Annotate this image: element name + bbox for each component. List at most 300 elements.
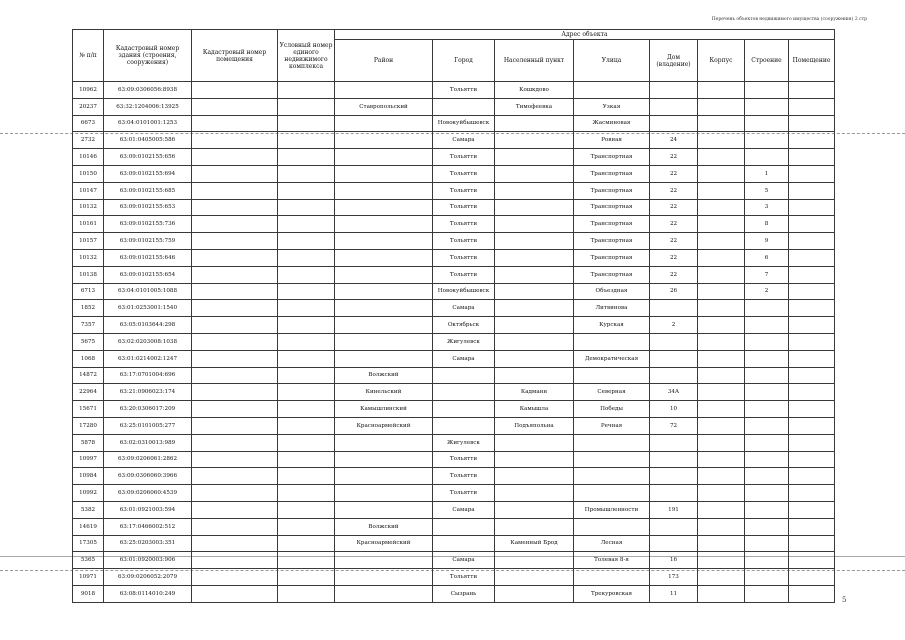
cell-conditional-number (278, 199, 335, 216)
cell-district: Волжский (335, 367, 433, 384)
cell-cadastral-premise (192, 182, 278, 199)
cell-premise (789, 585, 835, 602)
cell-cadastral-building: 63:09:0206060:4539 (104, 485, 192, 502)
cell-district (335, 569, 433, 586)
cell-street: Толевая 8-я (574, 552, 650, 569)
cell-street (574, 485, 650, 502)
cell-cadastral-building: 63:01:0921003:594 (104, 501, 192, 518)
header-conditional-number: Условный номер единого недвижимого комплекса (278, 30, 335, 82)
cell-conditional-number (278, 165, 335, 182)
cell-cadastral-building: 63:32:1204006:13925 (104, 98, 192, 115)
cell-premise (789, 233, 835, 250)
cell-settlement: Тимофеевка (495, 98, 574, 115)
cell-city: Тольятти (433, 569, 495, 586)
objects-table (72, 29, 835, 603)
cell-num: 5675 (73, 333, 104, 350)
cell-premise (789, 350, 835, 367)
cell-premise (789, 535, 835, 552)
cell-city (433, 535, 495, 552)
cell-city: Октябрьск (433, 317, 495, 334)
cell-street: Лесная (574, 535, 650, 552)
cell-house: 34А (650, 384, 698, 401)
cell-street: Победы (574, 401, 650, 418)
cell-cadastral-building: 63:20:0306017:209 (104, 401, 192, 418)
cell-korpus (698, 569, 745, 586)
cell-settlement: Подъяпольна (495, 417, 574, 434)
cell-district (335, 451, 433, 468)
cell-street: Курская (574, 317, 650, 334)
cell-conditional-number (278, 434, 335, 451)
cell-premise (789, 569, 835, 586)
cell-house: 22 (650, 216, 698, 233)
table-row (73, 535, 835, 552)
cell-city: Жигулевск (433, 434, 495, 451)
cell-district (335, 434, 433, 451)
table-row (73, 367, 835, 384)
cell-cadastral-building: 63:21:0906023:174 (104, 384, 192, 401)
table-row (73, 233, 835, 250)
cell-num: 1068 (73, 350, 104, 367)
cell-street: Литвинова (574, 300, 650, 317)
cell-premise (789, 417, 835, 434)
cell-city: Тольятти (433, 266, 495, 283)
table-row (73, 552, 835, 569)
cell-korpus (698, 451, 745, 468)
cell-cadastral-premise (192, 216, 278, 233)
cell-num: 5878 (73, 434, 104, 451)
cell-cadastral-building: 63:25:0203003:351 (104, 535, 192, 552)
cell-building (745, 367, 789, 384)
cell-cadastral-premise (192, 98, 278, 115)
cell-settlement (495, 165, 574, 182)
cell-settlement: Каменный Брод (495, 535, 574, 552)
cell-street (574, 367, 650, 384)
cell-num: 10984 (73, 468, 104, 485)
cell-city: Тольятти (433, 182, 495, 199)
cell-conditional-number (278, 233, 335, 250)
cell-premise (789, 451, 835, 468)
cell-conditional-number (278, 317, 335, 334)
cell-building (745, 451, 789, 468)
table-row (73, 585, 835, 602)
cell-cadastral-building: 63:01:0214002:1247 (104, 350, 192, 367)
cell-korpus (698, 384, 745, 401)
cell-house: 22 (650, 149, 698, 166)
cell-premise (789, 333, 835, 350)
cell-cadastral-building: 63:09:0206052:2079 (104, 569, 192, 586)
cell-building (745, 468, 789, 485)
cell-building (745, 132, 789, 149)
cell-num: 14619 (73, 518, 104, 535)
cell-conditional-number (278, 350, 335, 367)
cell-num: 22964 (73, 384, 104, 401)
cell-city: Тольятти (433, 249, 495, 266)
cell-korpus (698, 317, 745, 334)
cell-conditional-number (278, 98, 335, 115)
cell-district (335, 468, 433, 485)
cell-conditional-number (278, 535, 335, 552)
cell-korpus (698, 468, 745, 485)
cell-settlement (495, 317, 574, 334)
header-cadastral-premise: Кадастровый номер помещения (192, 30, 278, 82)
cell-house (650, 82, 698, 99)
cell-cadastral-premise (192, 485, 278, 502)
cell-cadastral-building: 63:09:0102155:656 (104, 149, 192, 166)
cell-premise (789, 401, 835, 418)
cell-street (574, 569, 650, 586)
cell-district (335, 233, 433, 250)
header-district: Район (335, 40, 433, 82)
cell-cadastral-premise (192, 249, 278, 266)
table-row (73, 417, 835, 434)
table-row (73, 98, 835, 115)
cell-cadastral-premise (192, 317, 278, 334)
cell-premise (789, 216, 835, 233)
cell-city: Тольятти (433, 485, 495, 502)
cell-premise (789, 115, 835, 132)
cell-settlement (495, 300, 574, 317)
cell-house (650, 367, 698, 384)
cell-cadastral-premise (192, 518, 278, 535)
cell-settlement (495, 115, 574, 132)
cell-house: 22 (650, 165, 698, 182)
cell-building: 2 (745, 283, 789, 300)
cell-street: Объездная (574, 283, 650, 300)
table-body (73, 82, 835, 603)
cell-conditional-number (278, 249, 335, 266)
header-settlement: Населенный пункт (495, 40, 574, 82)
cell-conditional-number (278, 501, 335, 518)
cell-korpus (698, 165, 745, 182)
cell-building (745, 518, 789, 535)
cell-district: Ставропольский (335, 98, 433, 115)
cell-city: Новокуйбышевск (433, 115, 495, 132)
cell-building (745, 98, 789, 115)
cell-street (574, 451, 650, 468)
cell-city (433, 518, 495, 535)
cell-cadastral-premise (192, 199, 278, 216)
cell-house (650, 518, 698, 535)
cell-building (745, 384, 789, 401)
cell-settlement (495, 249, 574, 266)
table-row (73, 149, 835, 166)
cell-cadastral-premise (192, 501, 278, 518)
cell-korpus (698, 98, 745, 115)
cell-house (650, 468, 698, 485)
cell-cadastral-premise (192, 535, 278, 552)
cell-cadastral-premise (192, 149, 278, 166)
cell-house: 11 (650, 585, 698, 602)
cell-num: 10146 (73, 149, 104, 166)
cell-street: Речная (574, 417, 650, 434)
cell-district (335, 300, 433, 317)
cell-num: 7357 (73, 317, 104, 334)
cell-street: Трекуровская (574, 585, 650, 602)
cell-settlement (495, 233, 574, 250)
cell-district (335, 82, 433, 99)
header-korpus: Корпус (698, 40, 745, 82)
cell-city: Самара (433, 132, 495, 149)
table-row (73, 401, 835, 418)
cell-house: 22 (650, 182, 698, 199)
cell-cadastral-premise (192, 333, 278, 350)
cell-cadastral-building: 63:02:0203008:1038 (104, 333, 192, 350)
cell-cadastral-premise (192, 434, 278, 451)
cell-korpus (698, 283, 745, 300)
cell-korpus (698, 535, 745, 552)
header-city: Город (433, 40, 495, 82)
cell-street: Демократическая (574, 350, 650, 367)
cell-house: 173 (650, 569, 698, 586)
cell-cadastral-building: 63:05:0103644:298 (104, 317, 192, 334)
cell-city: Жигулевск (433, 333, 495, 350)
cell-house (650, 485, 698, 502)
cell-district (335, 350, 433, 367)
cell-settlement (495, 552, 574, 569)
cell-korpus (698, 367, 745, 384)
cell-cadastral-building: 63:01:0920003:906 (104, 552, 192, 569)
cell-premise (789, 501, 835, 518)
table-row (73, 115, 835, 132)
cell-num: 6713 (73, 283, 104, 300)
header-cadastral-building: Кадастровый номер здания (строения, сооружения) (104, 30, 192, 82)
cell-building (745, 552, 789, 569)
cell-korpus (698, 585, 745, 602)
cell-korpus (698, 132, 745, 149)
cell-settlement (495, 468, 574, 485)
cell-district: Кинельский (335, 384, 433, 401)
cell-korpus (698, 552, 745, 569)
table-row (73, 216, 835, 233)
cell-street: Промышленности (574, 501, 650, 518)
cell-korpus (698, 149, 745, 166)
cell-building (745, 350, 789, 367)
cell-conditional-number (278, 367, 335, 384)
cell-house: 22 (650, 233, 698, 250)
table-row (73, 384, 835, 401)
cell-conditional-number (278, 149, 335, 166)
cell-premise (789, 434, 835, 451)
cell-conditional-number (278, 283, 335, 300)
table-row (73, 283, 835, 300)
cell-cadastral-premise (192, 367, 278, 384)
cell-house (650, 350, 698, 367)
cell-korpus (698, 199, 745, 216)
cell-house: 10 (650, 401, 698, 418)
cell-street: Транспортная (574, 266, 650, 283)
header-building: Строение (745, 40, 789, 82)
cell-conditional-number (278, 401, 335, 418)
cell-num: 10150 (73, 165, 104, 182)
cell-cadastral-premise (192, 585, 278, 602)
cell-building (745, 333, 789, 350)
cell-premise (789, 384, 835, 401)
cell-house: 24 (650, 132, 698, 149)
cell-num: 9018 (73, 585, 104, 602)
cell-korpus (698, 182, 745, 199)
table-row (73, 266, 835, 283)
table-row (73, 132, 835, 149)
header-address-group: Адрес объекта (335, 30, 835, 40)
cell-street (574, 333, 650, 350)
cell-cadastral-premise (192, 266, 278, 283)
cell-street: Транспортная (574, 182, 650, 199)
cell-num: 6673 (73, 115, 104, 132)
cell-cadastral-premise (192, 569, 278, 586)
cell-korpus (698, 300, 745, 317)
cell-korpus (698, 501, 745, 518)
cell-settlement (495, 569, 574, 586)
cell-premise (789, 82, 835, 99)
cell-building: 6 (745, 249, 789, 266)
cell-house (650, 300, 698, 317)
cell-house: 2 (650, 317, 698, 334)
cell-city (433, 98, 495, 115)
table-row (73, 451, 835, 468)
cell-settlement (495, 434, 574, 451)
cell-premise (789, 485, 835, 502)
cell-city (433, 384, 495, 401)
cell-house: 72 (650, 417, 698, 434)
cell-settlement (495, 132, 574, 149)
cell-city: Тольятти (433, 468, 495, 485)
cell-conditional-number (278, 115, 335, 132)
cell-district (335, 333, 433, 350)
cell-district (335, 165, 433, 182)
cell-num: 10997 (73, 451, 104, 468)
cell-korpus (698, 350, 745, 367)
cell-premise (789, 317, 835, 334)
cell-cadastral-premise (192, 115, 278, 132)
table-row (73, 199, 835, 216)
cell-cadastral-building: 63:09:0206061:2862 (104, 451, 192, 468)
cell-premise (789, 249, 835, 266)
cell-premise (789, 266, 835, 283)
cell-conditional-number (278, 518, 335, 535)
cell-house (650, 333, 698, 350)
cell-premise (789, 149, 835, 166)
cell-cadastral-building: 63:01:0253001:1540 (104, 300, 192, 317)
cell-district (335, 199, 433, 216)
cell-house: 22 (650, 199, 698, 216)
cell-num: 15671 (73, 401, 104, 418)
cell-korpus (698, 417, 745, 434)
cell-house (650, 434, 698, 451)
cell-settlement (495, 585, 574, 602)
page-number: 5 (842, 596, 847, 604)
cell-city: Самара (433, 501, 495, 518)
cell-district (335, 249, 433, 266)
cell-city (433, 401, 495, 418)
cell-cadastral-premise (192, 300, 278, 317)
cell-num: 10971 (73, 569, 104, 586)
cell-cadastral-building: 63:01:0405005:586 (104, 132, 192, 149)
cell-premise (789, 98, 835, 115)
cell-korpus (698, 518, 745, 535)
cell-korpus (698, 266, 745, 283)
cell-house (650, 535, 698, 552)
cell-conditional-number (278, 333, 335, 350)
cell-city: Самара (433, 300, 495, 317)
table-row (73, 249, 835, 266)
cell-num: 10962 (73, 82, 104, 99)
cell-street (574, 434, 650, 451)
cell-street (574, 468, 650, 485)
cell-cadastral-premise (192, 468, 278, 485)
cell-num: 14872 (73, 367, 104, 384)
cell-settlement (495, 350, 574, 367)
cell-building (745, 569, 789, 586)
cell-building (745, 115, 789, 132)
cell-cadastral-building: 63:09:0102155:654 (104, 266, 192, 283)
table-row (73, 485, 835, 502)
cell-district (335, 501, 433, 518)
cell-settlement (495, 283, 574, 300)
cell-num: 2732 (73, 132, 104, 149)
cell-conditional-number (278, 132, 335, 149)
cell-conditional-number (278, 266, 335, 283)
cell-building: 7 (745, 266, 789, 283)
cell-district: Камышлинский (335, 401, 433, 418)
cell-district: Волжский (335, 518, 433, 535)
cell-district (335, 266, 433, 283)
cell-settlement: Кошкдово (495, 82, 574, 99)
cell-korpus (698, 401, 745, 418)
cell-korpus (698, 216, 745, 233)
table-row (73, 300, 835, 317)
cell-settlement (495, 333, 574, 350)
cell-city: Самара (433, 552, 495, 569)
cell-korpus (698, 485, 745, 502)
cell-street (574, 518, 650, 535)
cell-num: 17305 (73, 535, 104, 552)
cell-city: Тольятти (433, 199, 495, 216)
cell-settlement (495, 501, 574, 518)
cell-conditional-number (278, 417, 335, 434)
cell-num: 10132 (73, 249, 104, 266)
cell-cadastral-building: 63:09:0102155:653 (104, 199, 192, 216)
cell-building (745, 434, 789, 451)
cell-premise (789, 552, 835, 569)
cell-num: 10138 (73, 266, 104, 283)
cell-cadastral-building: 63:09:0306056:8938 (104, 82, 192, 99)
cell-district: Красноармейский (335, 417, 433, 434)
cell-street: Транспортная (574, 249, 650, 266)
cell-street: Северная (574, 384, 650, 401)
cell-korpus (698, 115, 745, 132)
cell-city: Тольятти (433, 165, 495, 182)
cell-cadastral-building: 63:04:0101001:1253 (104, 115, 192, 132)
cell-cadastral-premise (192, 283, 278, 300)
cell-settlement (495, 451, 574, 468)
cell-conditional-number (278, 552, 335, 569)
header-street: Улица (574, 40, 650, 82)
cell-conditional-number (278, 384, 335, 401)
cell-building: 8 (745, 216, 789, 233)
cell-building (745, 535, 789, 552)
cell-cadastral-building: 63:09:0102155:685 (104, 182, 192, 199)
cell-premise (789, 132, 835, 149)
table-row (73, 82, 835, 99)
cell-house: 26 (650, 283, 698, 300)
table-row (73, 333, 835, 350)
cell-district (335, 552, 433, 569)
cell-conditional-number (278, 451, 335, 468)
cell-num: 1852 (73, 300, 104, 317)
cell-street: Узкая (574, 98, 650, 115)
cell-cadastral-building: 63:09:0102155:694 (104, 165, 192, 182)
cell-num: 5382 (73, 501, 104, 518)
